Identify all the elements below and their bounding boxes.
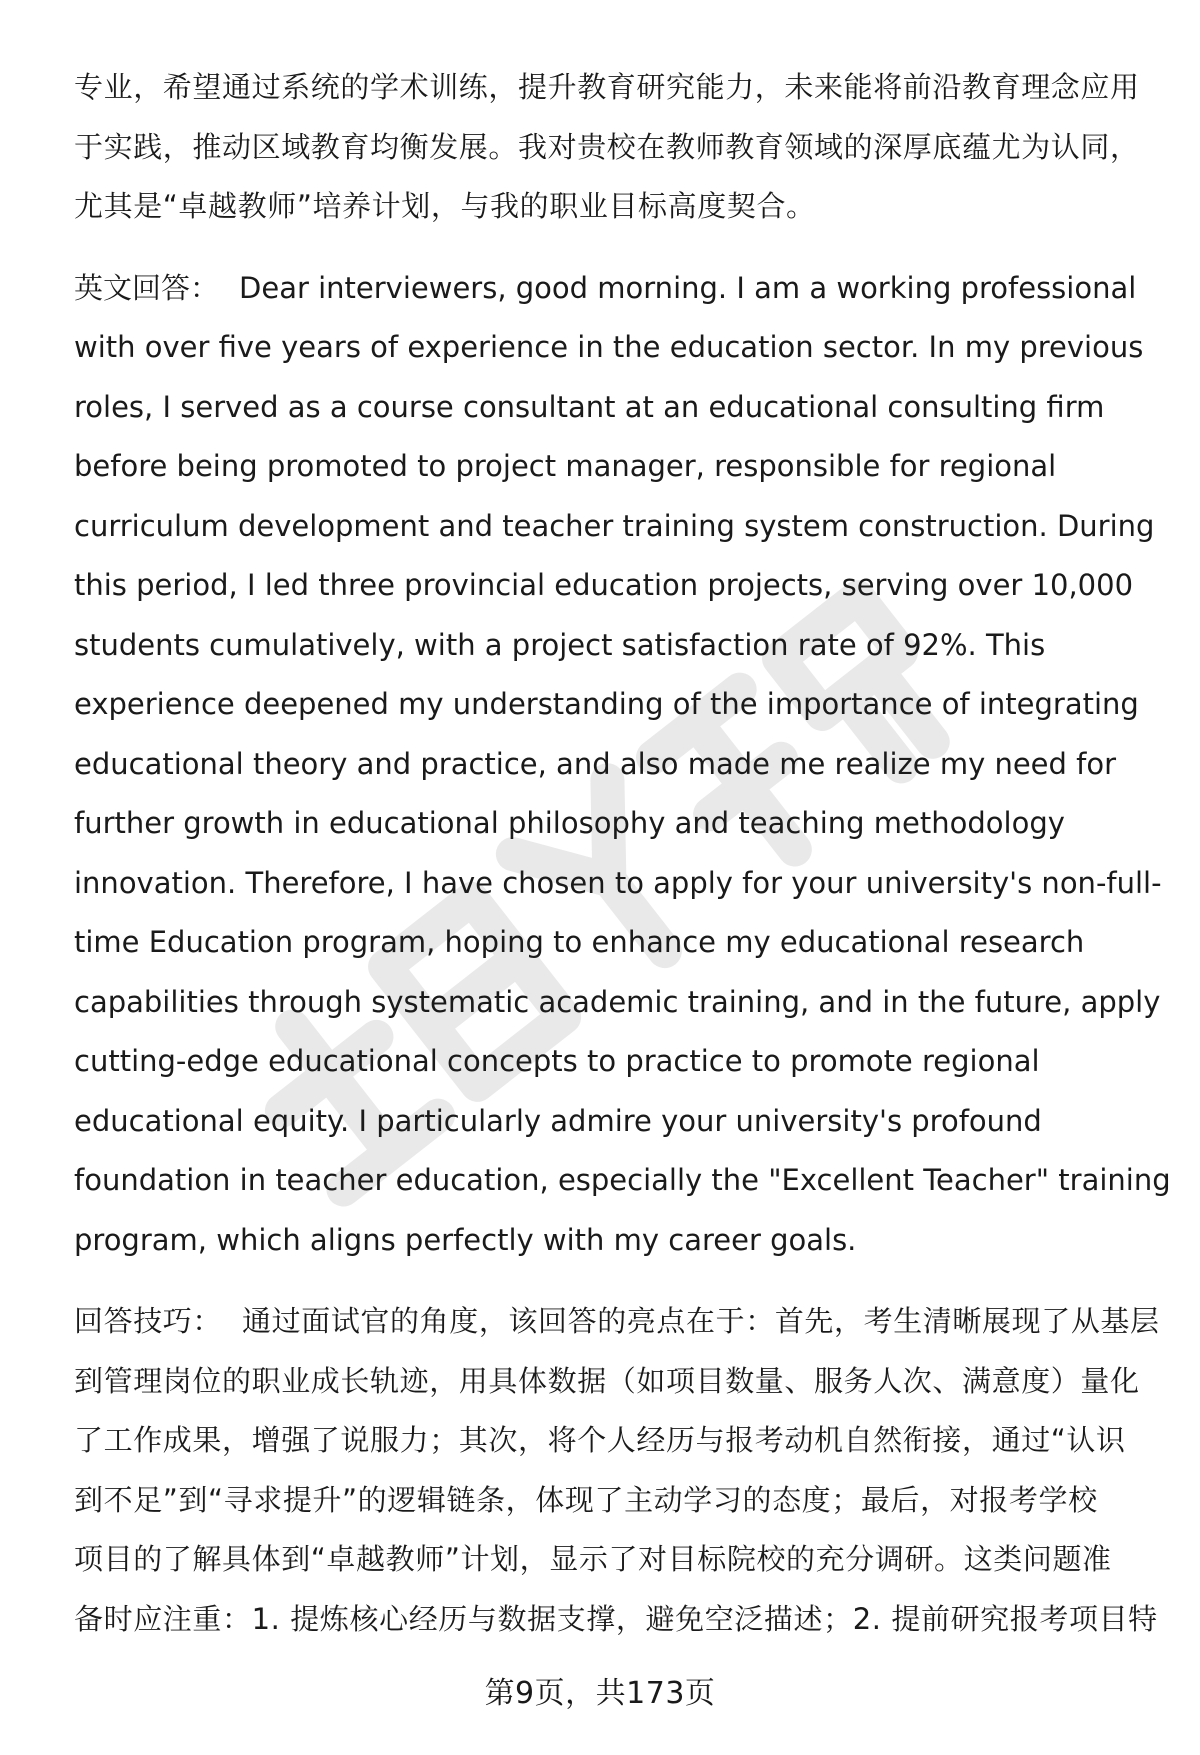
tips-line: 备时应注重：1. 提炼核心经历与数据支撑，避免空泛描述；2. 提前研究报考项目特 [74,1601,1158,1636]
english-answer-line: students cumulatively, with a project satisfaction rate of 92%. This [74,627,1046,662]
intro-paragraph [74,58,1154,237]
tips-line: 项目的了解具体到“卓越教师”计划，显示了对目标院校的充分调研。这类问题准 [74,1542,1112,1576]
english-answer-line: before being promoted to project manager, responsible for regional [74,449,1057,483]
english-answer-paragraph [74,259,1171,1271]
english-answer-line: curriculum development and teacher training system construction. During [74,508,1155,543]
tips-line: 了工作成果，增强了说服力；其次，将个人经历与报考动机自然衔接，通过“认识 [74,1423,1126,1457]
english-answer-line: time Education program, hoping to enhance my educational research [74,925,1085,959]
english-answer-line: roles, I served as a course consultant at an educational consulting firm [74,389,1105,424]
tips-line: 到不足”到“寻求提升”的逻辑链条，体现了主动学习的态度；最后，对报考学校 [74,1482,1098,1517]
intro-line: 专业，希望通过系统的学术训练，提升教育研究能力，未来能将前沿教育理念应用 [74,70,1140,104]
english-answer-line: foundation in teacher education, especially the "Excellent Teacher" training [74,1163,1171,1197]
english-answer-line: further growth in educational philosophy and teaching methodology [74,806,1065,840]
english-answer-line: with over five years of experience in the education sector. In my previous [74,330,1144,364]
english-answer-label: 英文回答： [74,270,220,305]
intro-line: 于实践，推动区域教育均衡发展。我对贵校在教师教育领域的深厚底蕴尤为认同， [74,129,1140,164]
intro-line: 尤其是“卓越教师”培养计划，与我的职业目标高度契合。 [74,189,816,223]
english-answer-line: educational theory and practice, and also made me realize my need for [74,746,1117,781]
document-content [74,58,1171,1671]
english-answer-line: this period, I led three provincial education projects, serving over 10,000 [74,568,1134,602]
english-answer-line: program, which aligns perfectly with my career goals. [74,1222,857,1257]
tips-label: 回答技巧： [74,1304,223,1338]
english-answer-line: innovation. Therefore, I have chosen to apply for your university's non-full- [74,865,1162,900]
tips-line: 通过面试官的角度，该回答的亮点在于：首先，考生清晰展现了从基层 [242,1304,1160,1338]
tips-first-line [74,1292,1160,1352]
tips-paragraph [74,1292,1160,1649]
english-answer-line: experience deepened my understanding of the importance of integrating [74,687,1139,721]
tips-line: 到管理岗位的职业成长轨迹，用具体数据（如项目数量、服务人次、满意度）量化 [74,1363,1140,1398]
english-answer-line: educational equity. I particularly admire your university's profound [74,1103,1042,1138]
english-answer-line: capabilities through systematic academic training, and in the future, apply [74,984,1161,1019]
english-answer-line: Dear interviewers, good morning. I am a working professional [239,270,1137,305]
english-answer-line: cutting-edge educational concepts to practice to promote regional [74,1044,1040,1078]
english-answer-first-line [74,259,1154,319]
page-number-footer: 第9页，共173页 [484,1676,716,1711]
